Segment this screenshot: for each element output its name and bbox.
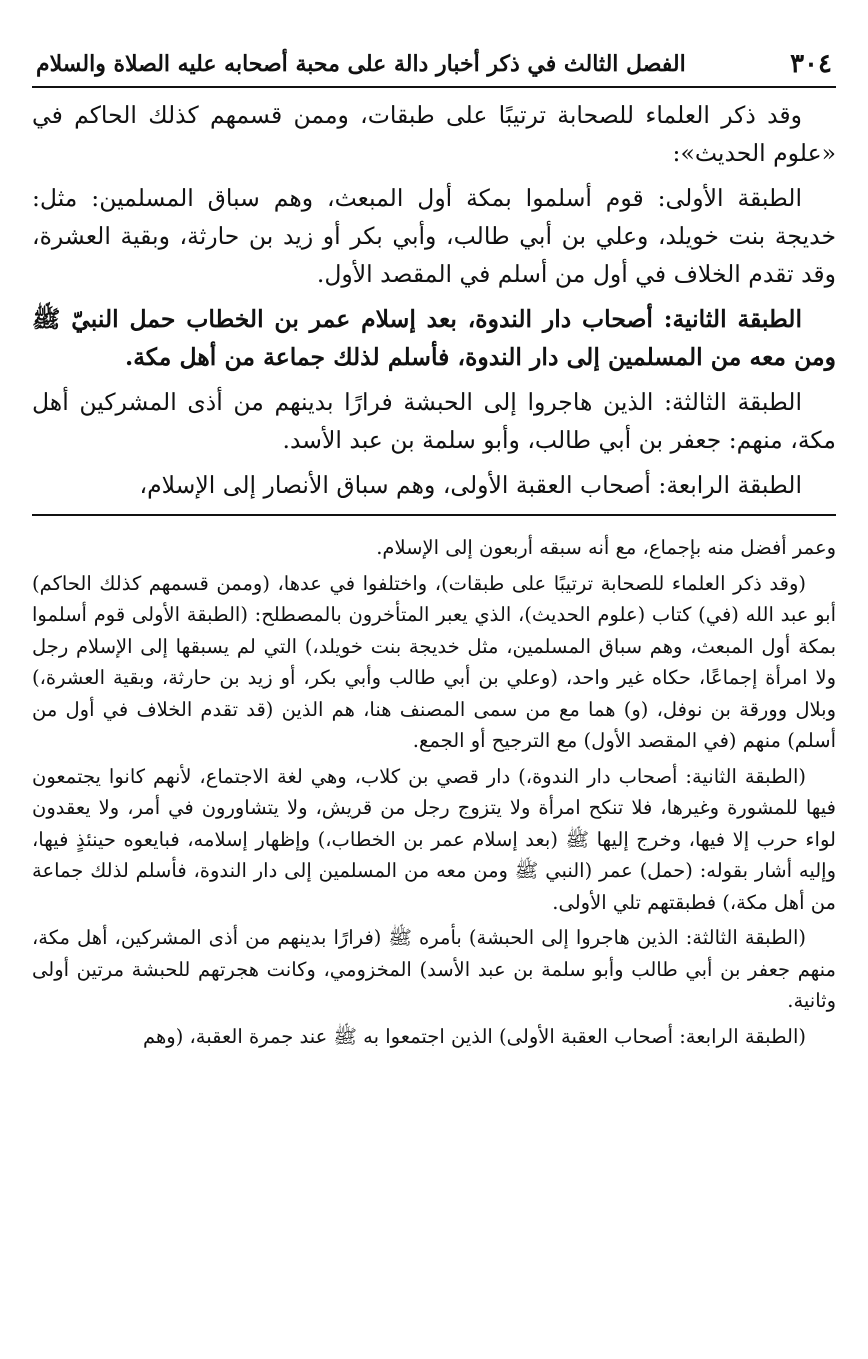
commentary-paragraph-3: (الطبقة الثانية: أصحاب دار الندوة،) دار قصي بن كلاب، وهي لغة الاجتماع، لأنهم كانوا يجتمعون فيها للمشورة وغيرها، فلا تنكح امرأة ولا يتزوج رجل من قريش، ولا يتشاورون في أمر، ولا يعقدون لواء حرب إلا فيها، وخرج إليها ﷺ (بعد إسلام عمر بن الخطاب،) وإظهار إسلامه، فبايعوه حينئذٍ فيها، وإليه أشار بقوله: (حمل) عمر (النبي ﷺ ومن معه من المسلمين إلى دار الندوة، فأسلم لذلك جماعة من أهل مكة،) فطبقتهم تلي الأولى. (32, 764, 836, 914)
main-paragraph-tabaqa-1: الطبقة الأولى: قوم أسلموا بمكة أول المبعث، وهم سباق المسلمين: مثل: خديجة بنت خويلد، وعلي بن أبي طالب، وأبي بكر أو زيد بن حارثة، وبقية العشرة، وقد تقدم الخلاف في أول من أسلم في المقصد الأول. (32, 184, 836, 288)
main-paragraph-intro: وقد ذكر العلماء للصحابة ترتيبًا على طبقات، وممن قسمهم كذلك الحاكم في «علوم الحديث»: (32, 101, 836, 167)
main-paragraph-tabaqa-3: الطبقة الثالثة: الذين هاجروا إلى الحبشة فرارًا بدينهم من أذى المشركين أهل مكة، منهم: جعفر بن أبي طالب، وأبو سلمة بن عبد الأسد. (32, 388, 836, 454)
page-number: ٣٠٤ (790, 49, 832, 79)
commentary-paragraph-5: (الطبقة الرابعة: أصحاب العقبة الأولى) الذين اجتمعوا به ﷺ عند جمرة العقبة، (وهم (143, 1024, 806, 1048)
commentary-paragraph-1: وعمر أفضل منه بإجماع، مع أنه سبقه أربعون إلى الإسلام. (376, 536, 836, 559)
commentary-text (32, 532, 836, 1052)
footnote-divider (32, 514, 836, 516)
main-paragraph-tabaqa-4: الطبقة الرابعة: أصحاب العقبة الأولى، وهم سباق الأنصار إلى الإسلام، (139, 471, 802, 499)
commentary-paragraph-4: (الطبقة الثالثة: الذين هاجروا إلى الحبشة) بأمره ﷺ (فرارًا بدينهم من أذى المشركين، أهل مكة، منهم جعفر بن أبي طالب وأبو سلمة بن عبد الأسد) المخزومي، وكانت هجرتهم للحبشة مرتين أولى وثانية. (32, 926, 836, 1012)
main-paragraph-tabaqa-2: الطبقة الثانية: أصحاب دار الندوة، بعد إسلام عمر بن الخطاب حمل النبيّ ﷺ ومن معه من المسلمين إلى دار الندوة، فأسلم لذلك جماعة من أهل مكة. (32, 305, 836, 371)
main-text (32, 96, 836, 504)
commentary-paragraph-2: (وقد ذكر العلماء للصحابة ترتيبًا على طبقات)، واختلفوا في عدها، (وممن قسمهم كذلك الحاكم) أبو عبد الله (في) كتاب (علوم الحديث)، الذي يعبر المتأخرون بالمصطلح: (الطبقة الأولى قوم أسلموا بمكة أول المبعث، وهم سباق المسلمين، مثل خديجة بنت خويلد،) التي لم يسبقها إلى الإسلام رجل ولا امرأة إجماعًا، حكاه غير واحد، (وعلي بن أبي طالب وأبي بكر، أو زيد بن حارثة، وبقية العشرة،) وبلال وورقة بن نوفل، (و) هما مع من سمى المصنف هنا، هم الذين (قد تقدم الخلاف في أول من أسلم) منهم (في المقصد الأول) مع الترجيح أو الجمع. (32, 571, 836, 752)
chapter-title: الفصل الثالث في ذكر أخبار دالة على محبة أصحابه عليه الصلاة والسلام (36, 51, 686, 77)
page-header (32, 46, 836, 88)
